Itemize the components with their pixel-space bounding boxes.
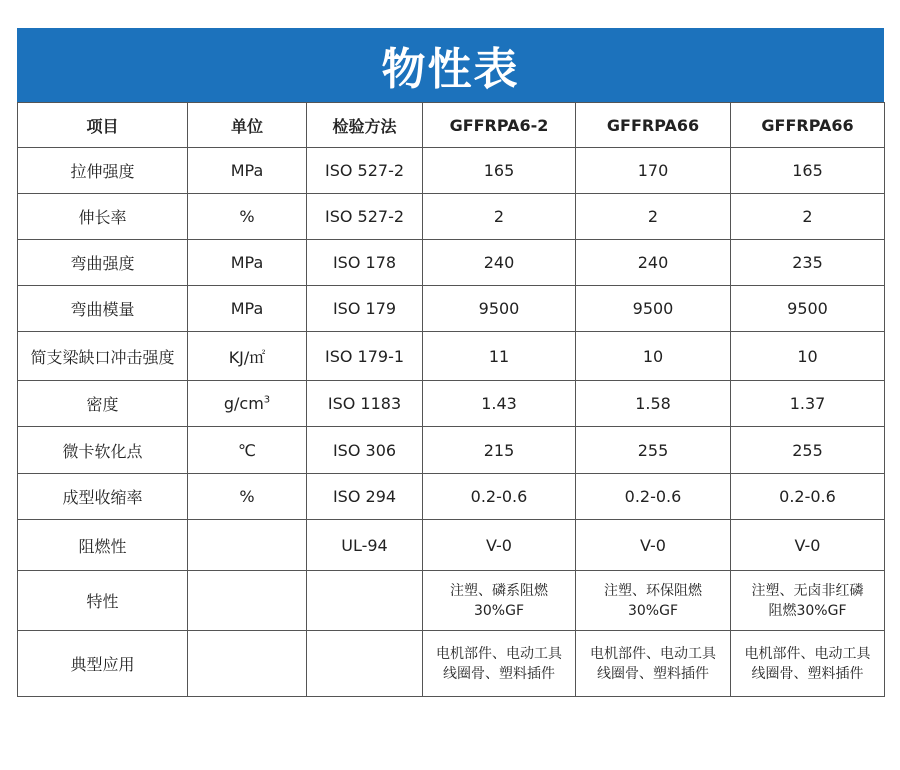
table-header-row: [18, 103, 885, 148]
header-unit: 单位: [188, 103, 307, 148]
row-item: 拉伸强度: [18, 148, 188, 194]
page-title: 物性表: [17, 28, 884, 102]
row-item: 简支梁缺口冲击强度: [18, 332, 188, 381]
row-value-1: 215: [423, 427, 576, 474]
row-method: ISO 527-2: [307, 194, 423, 240]
row-method: ISO 179: [307, 286, 423, 332]
row-unit: [188, 571, 307, 631]
unit-superscript: 3: [263, 394, 271, 406]
row-method: ISO 294: [307, 474, 423, 520]
row-value-1: [423, 571, 576, 631]
row-value-2: 240: [576, 240, 731, 286]
row-unit: MPa: [188, 286, 307, 332]
row-item: 密度: [18, 381, 188, 427]
table-row-features: [18, 571, 885, 631]
row-value-1: [423, 631, 576, 697]
row-item: 弯曲强度: [18, 240, 188, 286]
row-value-2: 0.2-0.6: [576, 474, 731, 520]
feature-line: 30%GF: [473, 602, 525, 619]
row-method: ISO 1183: [307, 381, 423, 427]
row-item: 成型收缩率: [18, 474, 188, 520]
table-row: [18, 148, 885, 194]
row-unit: %: [188, 474, 307, 520]
row-method: [307, 631, 423, 697]
row-value-1: 240: [423, 240, 576, 286]
unit-base: g/cm: [223, 394, 264, 413]
table-row: [18, 381, 885, 427]
table-row: [18, 520, 885, 571]
row-unit: [188, 631, 307, 697]
table-row: [18, 332, 885, 381]
header-method: 检验方法: [307, 103, 423, 148]
row-unit: MPa: [188, 240, 307, 286]
header-grade-1: GFFRPA6-2: [423, 103, 576, 148]
row-value-1: 9500: [423, 286, 576, 332]
row-value-1: 11: [423, 332, 576, 381]
row-method: ISO 178: [307, 240, 423, 286]
row-unit: [188, 381, 307, 427]
application-line: 线圈骨、塑料插件: [597, 665, 709, 682]
row-value-3: 9500: [731, 286, 885, 332]
row-value-1: 1.43: [423, 381, 576, 427]
row-value-2: 1.58: [576, 381, 731, 427]
row-value-3: [731, 571, 885, 631]
row-unit: [188, 520, 307, 571]
row-value-2: [576, 571, 731, 631]
feature-line: 注塑、无卤非红磷: [751, 582, 864, 599]
row-value-2: 10: [576, 332, 731, 381]
application-line: 电机部件、电动工具: [590, 645, 716, 662]
application-line: 电机部件、电动工具: [744, 645, 871, 662]
application-line: 电机部件、电动工具: [436, 645, 562, 662]
property-sheet: [17, 28, 884, 697]
row-value-3: V-0: [731, 520, 885, 571]
row-value-2: 2: [576, 194, 731, 240]
row-value-3: 255: [731, 427, 885, 474]
row-value-3: 10: [731, 332, 885, 381]
row-method: ISO 179-1: [307, 332, 423, 381]
row-value-3: [731, 631, 885, 697]
row-value-2: V-0: [576, 520, 731, 571]
row-value-1: 0.2-0.6: [423, 474, 576, 520]
row-value-3: 2: [731, 194, 885, 240]
feature-line: 阻燃30%GF: [768, 602, 847, 619]
feature-line: 30%GF: [627, 602, 679, 619]
row-value-2: 170: [576, 148, 731, 194]
row-unit: KJ/㎡: [188, 332, 307, 381]
row-value-2: 9500: [576, 286, 731, 332]
row-item: 阻燃性: [18, 520, 188, 571]
row-unit: MPa: [188, 148, 307, 194]
row-value-2: 255: [576, 427, 731, 474]
row-method: ISO 306: [307, 427, 423, 474]
table-row: [18, 427, 885, 474]
header-grade-3: GFFRPA66: [731, 103, 885, 148]
row-method: [307, 571, 423, 631]
row-value-1: 165: [423, 148, 576, 194]
row-unit: %: [188, 194, 307, 240]
table-row-applications: [18, 631, 885, 697]
row-value-1: V-0: [423, 520, 576, 571]
row-value-2: [576, 631, 731, 697]
row-item: 伸长率: [18, 194, 188, 240]
application-line: 线圈骨、塑料插件: [443, 665, 555, 682]
row-value-3: 0.2-0.6: [731, 474, 885, 520]
table-row: [18, 474, 885, 520]
row-value-1: 2: [423, 194, 576, 240]
row-item: 典型应用: [18, 631, 188, 697]
properties-table: [17, 102, 885, 697]
feature-line: 注塑、环保阻燃: [604, 582, 702, 599]
row-value-3: 1.37: [731, 381, 885, 427]
table-row: [18, 240, 885, 286]
row-item: 微卡软化点: [18, 427, 188, 474]
header-item: 项目: [18, 103, 188, 148]
row-value-3: 235: [731, 240, 885, 286]
row-item: 弯曲模量: [18, 286, 188, 332]
feature-line: 注塑、磷系阻燃: [450, 582, 548, 599]
row-unit: ℃: [188, 427, 307, 474]
table-row: [18, 286, 885, 332]
table-row: [18, 194, 885, 240]
row-method: UL-94: [307, 520, 423, 571]
application-line: 线圈骨、塑料插件: [751, 665, 864, 682]
header-grade-2: GFFRPA66: [576, 103, 731, 148]
row-value-3: 165: [731, 148, 885, 194]
row-item: 特性: [18, 571, 188, 631]
row-method: ISO 527-2: [307, 148, 423, 194]
